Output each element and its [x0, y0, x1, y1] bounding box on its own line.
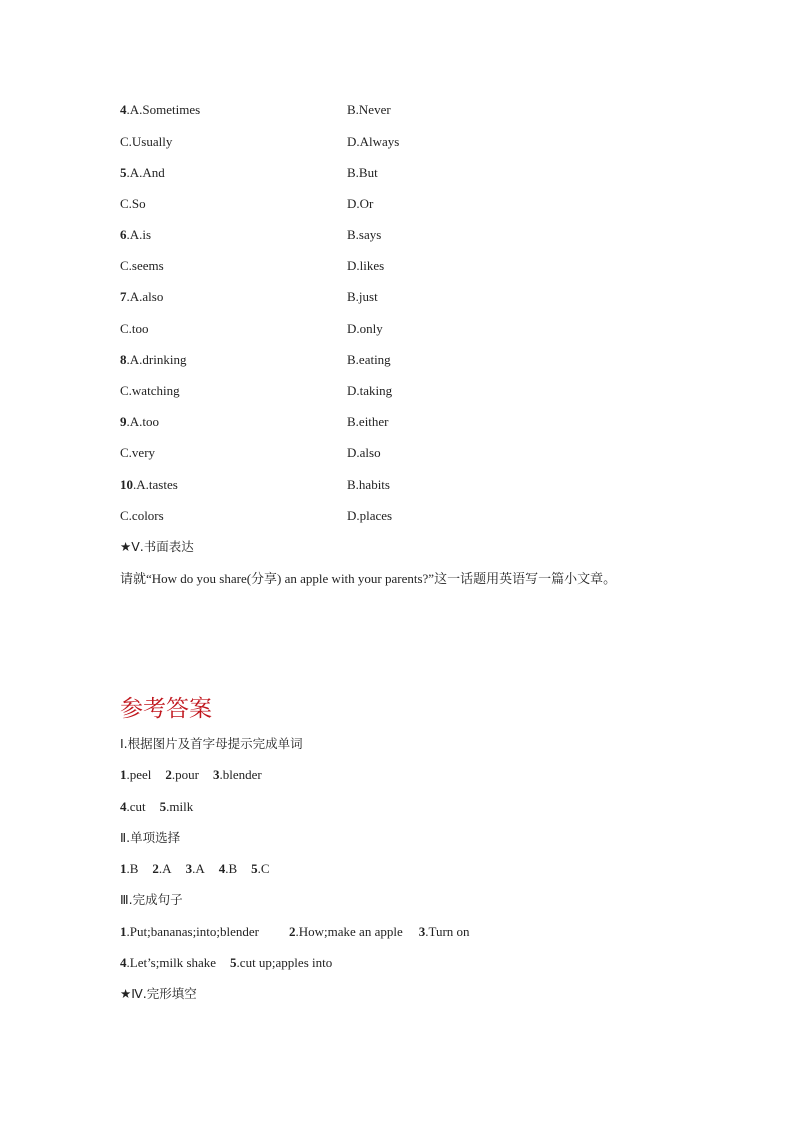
section-heading: Ⅲ.完成句子 — [120, 892, 183, 907]
option-row — [120, 445, 381, 461]
writing-prompt: 请就“How do you share(分享) an apple with your parents?”这一话题用英语写一篇小文章。 — [120, 571, 617, 586]
option-c: C.too — [120, 321, 149, 336]
option-b: B.eating — [347, 352, 391, 367]
option-row — [120, 258, 385, 274]
question-number: 10 — [120, 477, 133, 492]
answers-title: 参考答案 — [120, 696, 212, 722]
answer-number: 5 — [251, 861, 258, 876]
question-number: 4 — [120, 102, 127, 117]
option-d: D.Always — [347, 134, 400, 149]
question-number: 6 — [120, 227, 127, 242]
option-a: .A.And — [126, 165, 165, 180]
answer-row — [120, 955, 332, 971]
option-d: D.places — [347, 508, 393, 523]
option-a: .A.Sometimes — [126, 102, 201, 117]
answer-text: .peel — [126, 767, 152, 782]
answer-row — [120, 767, 262, 783]
answer-text: .pour — [171, 767, 199, 782]
answer-number: 3 — [418, 924, 426, 939]
section-heading: Ⅱ.单项选择 — [120, 830, 181, 845]
answer-text: .B — [126, 861, 139, 876]
option-row — [120, 508, 393, 524]
option-d: D.Or — [347, 196, 374, 211]
answer-text: .A — [192, 861, 205, 876]
option-d: D.taking — [347, 383, 393, 398]
answer-text: .A — [158, 861, 172, 876]
answer-row — [120, 924, 470, 940]
option-row — [120, 227, 382, 243]
option-row — [120, 134, 400, 150]
option-row — [120, 414, 389, 430]
answer-text: .B — [225, 861, 238, 876]
answer-number: 2 — [152, 861, 159, 876]
option-b: B.says — [347, 227, 382, 242]
answer-text: .Put;bananas;into;blender — [126, 924, 260, 939]
option-row — [120, 102, 391, 118]
option-b: B.Never — [347, 102, 391, 117]
option-c: C.Usually — [120, 134, 173, 149]
answer-text: .milk — [166, 799, 194, 814]
answer-text: .cut — [126, 799, 146, 814]
option-a: .A.too — [126, 414, 159, 429]
question-number: 9 — [120, 414, 127, 429]
option-row — [120, 477, 390, 493]
answer-number: 3 — [185, 861, 193, 876]
answer-number: 4 — [218, 861, 226, 876]
question-number: 5 — [120, 165, 127, 180]
option-a: .A.also — [126, 289, 164, 304]
answer-number: 4 — [120, 955, 127, 970]
answer-text: .C — [257, 861, 270, 876]
option-b: B.habits — [347, 477, 390, 492]
option-row — [120, 196, 374, 212]
answer-text: .cut up;apples into — [236, 955, 333, 970]
answer-text: .Turn on — [425, 924, 470, 939]
option-c: C.seems — [120, 258, 164, 273]
question-number: 7 — [120, 289, 127, 304]
option-b: B.either — [347, 414, 389, 429]
option-row — [120, 289, 378, 305]
option-d: D.also — [347, 445, 381, 460]
section-heading: Ⅰ.根据图片及首字母提示完成单词 — [120, 736, 303, 751]
option-c: C.watching — [120, 383, 180, 398]
option-b: B.But — [347, 165, 378, 180]
section-heading: ★Ⅳ.完形填空 — [120, 986, 197, 1001]
answer-number: 5 — [159, 799, 167, 814]
option-c: C.So — [120, 196, 146, 211]
option-a: .A.drinking — [126, 352, 187, 367]
answer-text: .blender — [219, 767, 262, 782]
answer-number: 1 — [120, 767, 127, 782]
option-row — [120, 321, 383, 337]
option-c: C.very — [120, 445, 156, 460]
answer-row — [120, 799, 193, 815]
option-row — [120, 165, 378, 181]
option-c: C.colors — [120, 508, 164, 523]
answer-number: 1 — [120, 924, 127, 939]
answer-number: 2 — [165, 767, 172, 782]
answer-number: 4 — [120, 799, 127, 814]
answer-number: 1 — [120, 861, 127, 876]
option-a: .A.is — [126, 227, 152, 242]
option-b: B.just — [347, 289, 378, 304]
answer-row — [120, 861, 270, 877]
answer-text: .How;make an apple — [295, 924, 403, 939]
answer-number: 5 — [230, 955, 237, 970]
option-row — [120, 352, 391, 368]
answer-number: 3 — [213, 767, 220, 782]
writing-heading: ★Ⅴ.书面表达 — [120, 539, 194, 554]
answer-text: .Let’s;milk shake — [126, 955, 217, 970]
question-number: 8 — [120, 352, 127, 367]
option-a: .A.tastes — [133, 477, 178, 492]
answer-number: 2 — [289, 924, 296, 939]
option-d: D.likes — [347, 258, 385, 273]
option-d: D.only — [347, 321, 383, 336]
option-row — [120, 383, 393, 399]
